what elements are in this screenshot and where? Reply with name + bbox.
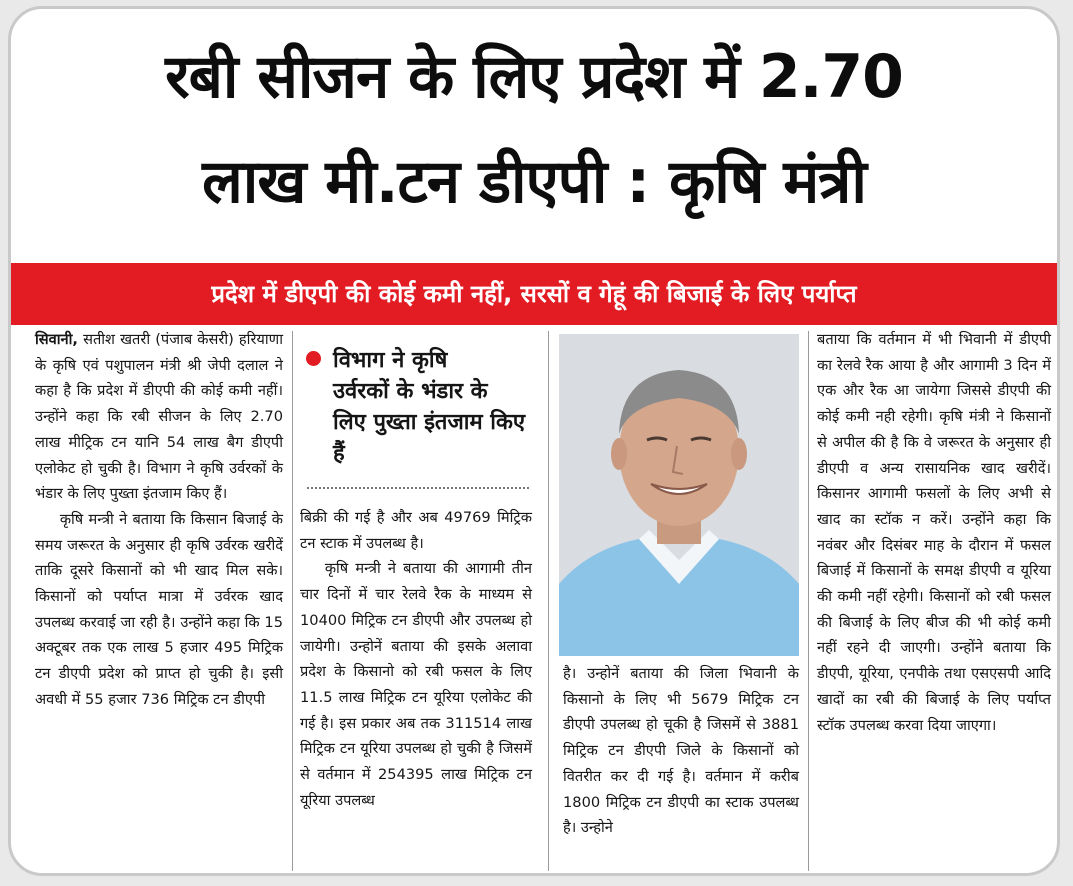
pull-quote-body: उर्वरकों के भंडार के लिए पुख्ता इंतजाम किए हैं — [333, 379, 526, 466]
article-column-4 — [817, 327, 1051, 738]
newspaper-clipping — [8, 6, 1060, 876]
column-divider — [808, 331, 809, 871]
pull-quote-first-text: विभाग ने कृषि — [333, 348, 448, 373]
subheadline-text: प्रदेश में डीएपी की कोई कमी नहीं, सरसों व गेहूं की बिजाई के लिए पर्याप्त — [211, 280, 857, 308]
column-3-para-1: है। उन्होनें बताया की जिला भिवानी के किसानो के लिए भी 5679 मिट्रिक टन डीएपी उपलब्ध हो चूकी है जिसमें से 3881 मिट्रिक टन डीएपी जिले के किसानों को वितरीत कर दी गई है। वर्तमान में करीब 1800 मिट्रिक टन डीएपी का स्टाक उपलब्ध है। उन्होने — [563, 665, 799, 837]
column-divider — [548, 331, 549, 871]
pull-quote-divider — [307, 487, 529, 489]
dateline-place: सिवानी, — [35, 331, 78, 348]
column-4-para-1: बताया कि वर्तमान में भी भिवानी में डीएपी का रेलवे रैक आया है और आगामी 3 दिन में एक और रैक आ जायेगा जिससे डीएपी की कोई कमी नही रहेगी। कृषि मंत्री ने किसानों से अपील की है कि वे जरूरत के अनुसार ही डीएपी व अन्य रासायनिक खाद खरीदें। किसानर आगामी फसलों के लिए अभी से खाद का स्टॉक न करें। उन्होंने कहा कि नवंबर और दिसंबर माह के दौरान में फसल बिजाई में किसानों के समक्ष डीएपी व यूरिया की कमी नहीं रहेगी। किसानों को रबी फसल की बिजाई के लिए बीज की भी कोई कमी नहीं रहने दी जाएगी। उन्होंने बताया कि डीएपी, यूरिया, एनपीके तथा एसएसपी आदि खादों का रबी की बिजाई के लिए पर्याप्त स्टॉक उपलब्ध करवा दिया जाएगा। — [817, 331, 1051, 734]
column-1-para-2: कृषि मन्त्री ने बताया कि किसान बिजाई के समय जरूरत के अनुसार ही कृषि उर्वरक खरीदें ताकि दूसरे किसानों को भी खाद मिल सके। किसानों को पर्याप्त मात्रा में उर्वरक खाद उपलब्ध करवाई जा रही है। उन्होंने कहा कि 15 अक्टूबर तक एक लाख 5 हजार 495 मिट्रिक टन डीएपी प्रदेश को प्राप्त हो चुकी है। इसी अवधी में 55 हजार 736 मिट्रिक टन डीएपी — [35, 510, 283, 708]
minister-photo — [559, 334, 799, 656]
headline-line-2: लाख मी.टन डीएपी : कृषि मंत्री — [202, 147, 866, 217]
column-1-para-1 — [35, 327, 283, 507]
article-column-1 — [35, 327, 283, 713]
column-2-para-1: बिक्री की गई है और अब 49769 मिट्रिक टन स्टाक में उपलब्ध है। — [300, 509, 532, 552]
article-column-2 — [300, 505, 532, 813]
pull-quote — [306, 345, 528, 469]
bullet-dot-icon — [306, 351, 321, 366]
article-column-3 — [563, 661, 799, 841]
subheadline-banner — [11, 263, 1057, 325]
pull-quote-first-line — [306, 345, 528, 376]
column-divider — [292, 331, 293, 871]
portrait-image — [559, 334, 799, 656]
headline-line-1: रबी सीजन के लिए प्रदेश में 2.70 — [165, 42, 903, 112]
column-1-para-1-text: सतीश खतरी (पंजाब केसरी) हरियाणा के कृषि एवं पशुपालन मंत्री श्री जेपी दलाल ने कहा है कि प्रदेश में डीएपी की कोई कमी नहीं। उन्होंने कहा कि रबी सीजन के लिए 2.70 लाख मीट्रिक टन यानि 54 लाख बैग डीएपी एलोकेट हो चुकी है। विभाग ने कृषि उर्वरकों के भंडार के लिए पुख्ता इंतजाम किए हैं। — [35, 331, 283, 503]
column-2-para-2: कृषि मन्त्री ने बताया की आगामी तीन चार दिनों में चार रेलवे रैक के माध्यम से 10400 मिट्रिक टन डीएपी और उपलब्ध हो जायेगी। उन्होनें बताया की इसके अलावा प्रदेश के किसानो को रबी फसल के लिए 11.5 लाख मिट्रिक टन यूरिया एलोकेट की गई है। इस प्रकार अब तक 311514 लाख मिट्रिक टन यूरिया उपलब्ध हो चुकी है जिसमें से वर्तमान में 254395 लाख मिट्रिक टन यूरिया उपलब्ध — [300, 560, 532, 809]
